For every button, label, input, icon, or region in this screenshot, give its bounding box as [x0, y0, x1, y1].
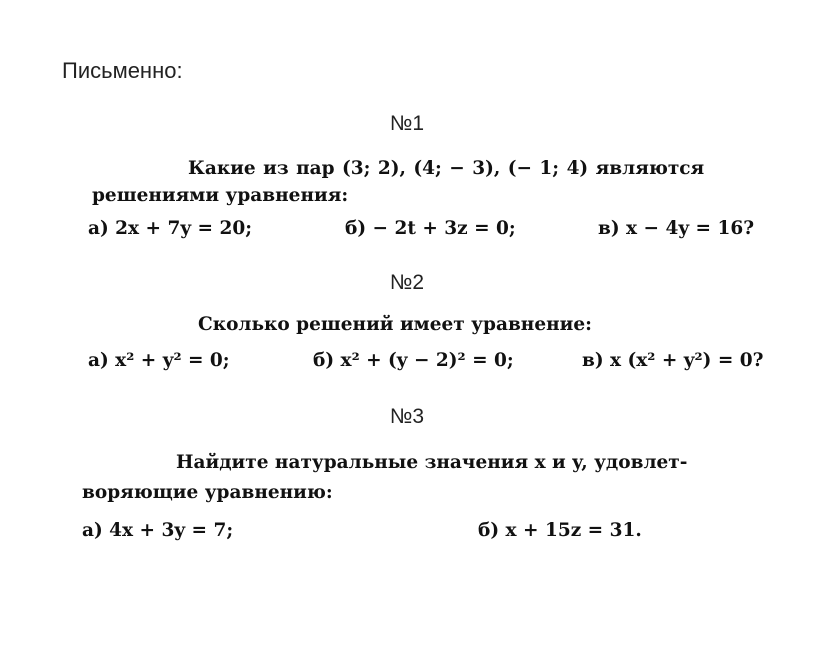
task-3-question-line-2: воряющие уравнению:	[82, 482, 333, 503]
task-1-question-line-2: решениями уравнения:	[92, 185, 349, 206]
task-1-option-a: а) 2x + 7y = 20;	[88, 218, 253, 239]
task-3-option-a: а) 4x + 3y = 7;	[82, 520, 234, 541]
task-2-option-b: б) x² + (y − 2)² = 0;	[313, 350, 514, 371]
task-2-number: №2	[389, 271, 425, 294]
task-3-number: №3	[389, 405, 425, 428]
task-1-question-line-1: Какие из пар (3; 2), (4; − 3), (− 1; 4) являются	[188, 158, 705, 179]
task-2-option-c: в) x (x² + y²) = 0?	[582, 350, 764, 371]
task-2-option-a: а) x² + y² = 0;	[88, 350, 230, 371]
task-1-option-c: в) x − 4y = 16?	[598, 218, 755, 239]
task-1-option-b: б) − 2t + 3z = 0;	[345, 218, 516, 239]
task-2-question: Сколько решений имеет уравнение:	[198, 314, 592, 335]
slide-heading: Письменно:	[62, 58, 183, 83]
task-3-question-line-1: Найдите натуральные значения x и y, удовлет-	[176, 452, 688, 473]
task-3-option-b: б) x + 15z = 31.	[478, 520, 642, 541]
task-1-number: №1	[389, 112, 425, 135]
